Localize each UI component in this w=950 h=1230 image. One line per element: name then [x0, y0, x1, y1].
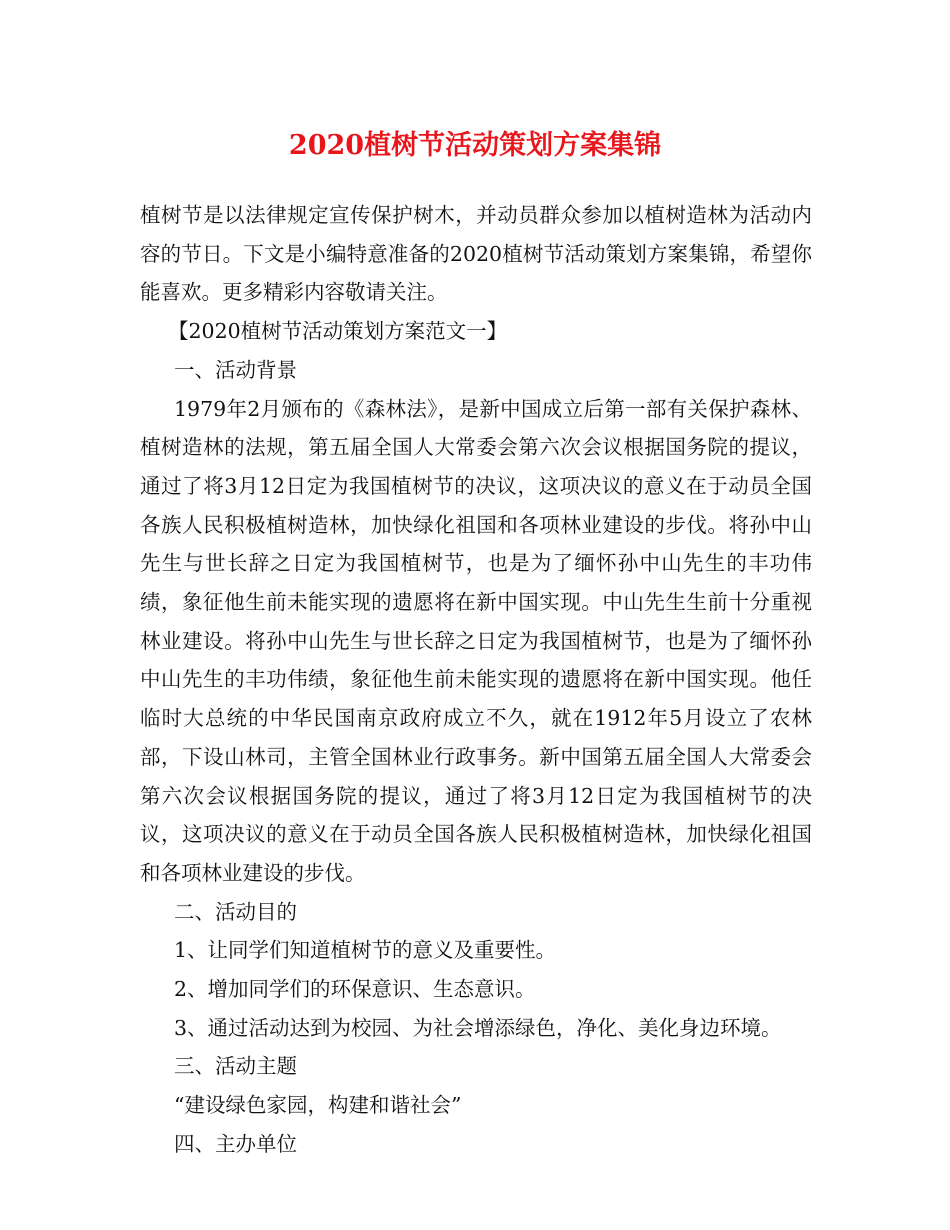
purpose-item-1: 1、让同学们知道植树节的意义及重要性。 [174, 938, 557, 963]
purpose-item-2: 2、增加同学们的环保意识、生态意识。 [174, 977, 536, 1002]
heading-activity-theme: 三、活动主题 [174, 1054, 297, 1079]
background-paragraph: 1979年2月颁布的《森林法》，是新中国成立后第一部有关保护森林、植树造林的法规，第五届全国人大常委会第六次会议根据国务院的提议，通过了将3月12日定为我国植树节的决议，这项决议的意义在于动员全国各族人民积极植树造林，加快绿化祖国和各项林业建设的步伐。将孙中山先生与世长辞之日定为我国植树节，也是为了缅怀孙中山先生的丰功伟绩，象征他生前未能实现的遗愿将在新中国实现。中山先生生前十分重视林业建设。将孙中山先生与世长辞之日定为我国植树节，也是为了缅怀孙中山先生的丰功伟绩，象征他生前未能实现的遗愿将在新中国实现。他任临时大总统的中华民国南京政府成立不久，就在1912年5月设立了农林部，下设山林司，主管全国林业行政事务。新中国第五届全国人大常委会第六次会议根据国务院的提议，通过了将3月12日定为我国植树节的决议，这项决议的意义在于动员全国各族人民积极植树造林，加快绿化祖国和各项林业建设的步伐。 [140, 396, 812, 885]
heading-activity-purpose: 二、活动目的 [174, 899, 297, 924]
heading-activity-background: 一、活动背景 [174, 357, 297, 382]
intro-paragraph: 植树节是以法律规定宣传保护树木，并动员群众参加以植树造林为活动内容的节日。下文是小编特意准备的2020植树节活动策划方案集锦，希望你能喜欢。更多精彩内容敬请关注。 [140, 203, 812, 305]
section-heading-sample-one: 【2020植树节活动策划方案范文一】 [168, 319, 508, 344]
document-body [140, 196, 812, 1164]
document-title: 2020植树节活动策划方案集锦 [288, 130, 662, 161]
theme-slogan: “建设绿色家园，构建和谐社会” [174, 1093, 462, 1118]
heading-organizer: 四、主办单位 [174, 1131, 297, 1156]
purpose-item-3: 3、通过活动达到为校园、为社会增添绿色，净化、美化身边环境。 [174, 1015, 782, 1040]
